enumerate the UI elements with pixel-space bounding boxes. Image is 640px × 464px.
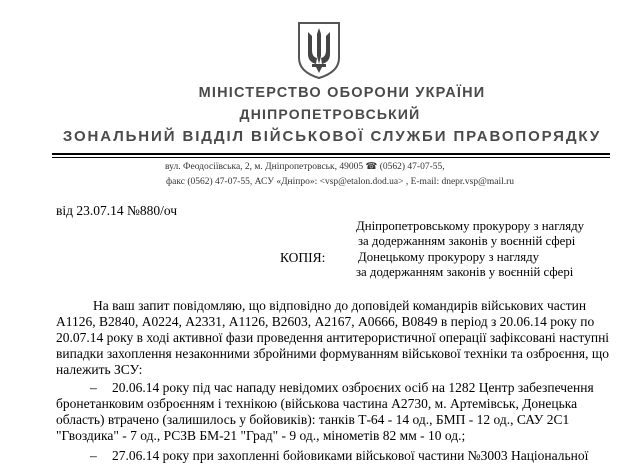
addressee-line: за додержанням законів у воєнній сфері	[358, 234, 576, 248]
list-bullet-dash: –	[90, 380, 97, 395]
body-text-line: 20.07.14 року в ході активної фази проведення антитерористичної операції зафіксовані наступні	[56, 330, 610, 345]
contact-fax-email: факс (0562) 47-07-55, АСУ «Дніпро»: <vsp@etalon.dod.ua> , E-mail: dnepr.vsp@mail.ru	[166, 177, 515, 187]
department-title: ЗОНАЛЬНИЙ ВІДДІЛ ВІЙСЬКОВОЇ СЛУЖБИ ПРАВОПОРЯДКУ	[62, 128, 602, 145]
body-text-line: На ваш запит повідомляю, що відповідно до доповідей командирів військових частин	[93, 298, 587, 313]
list-item-text-line: область) втрачено (залишилось у бойовиків): танків Т-64 - 14 од., БМП - 12 од., САУ 2С1	[56, 412, 570, 427]
addressee-line: Донецькому прокурору з нагляду	[358, 250, 540, 264]
body-text-line: випадки захоплення незаконними збройними формуванням військової техніки та озброєння, що	[56, 346, 610, 361]
registration-number: від 23.07.14 №880/оч	[56, 203, 178, 218]
header-rule-thick	[52, 153, 610, 155]
list-bullet-dash: –	[90, 448, 97, 463]
addressee-line: Дніпропетровському прокурору з нагляду	[356, 219, 585, 233]
body-text-line: А1126, В2840, А0224, А2331, А1126, В2603, А2167, А0666, В0849 в період з 20.06.14 року по	[56, 314, 595, 329]
list-item-text-line: бронетанковим озброєнням і технікою (військова частина А2730, м. Артемівськ, Донецька	[56, 396, 578, 411]
addressee-line: за додержанням законів у воєнній сфері	[356, 265, 574, 279]
header-rule-thin	[52, 157, 610, 158]
list-item-text-line: 20.06.14 року під час нападу невідомих озброєних осіб на 1282 Центр забезпечення	[112, 380, 594, 395]
copy-label: КОПІЯ:	[280, 250, 326, 265]
body-text-line: належить ЗСУ:	[56, 362, 143, 377]
list-item-text-line: "Гвоздика" - 7 од., РСЗВ БМ-21 "Град" - 9 од., мінометів 82 мм - 10 од.;	[56, 428, 466, 443]
coat-of-arms-trident-icon	[296, 20, 342, 80]
list-item-text-line: 27.06.14 року при захопленні бойовиками військової частини №3003 Національної	[112, 448, 589, 463]
city-subtitle: ДНІПРОПЕТРОВСЬКИЙ	[239, 106, 421, 122]
contact-address: вул. Феодосіївська, 2, м. Дніпропетровськ, 49005 ☎ (0562) 47-07-55,	[165, 162, 445, 172]
ministry-title: МІНІСТЕРСТВО ОБОРОНИ УКРАЇНИ	[198, 85, 486, 101]
